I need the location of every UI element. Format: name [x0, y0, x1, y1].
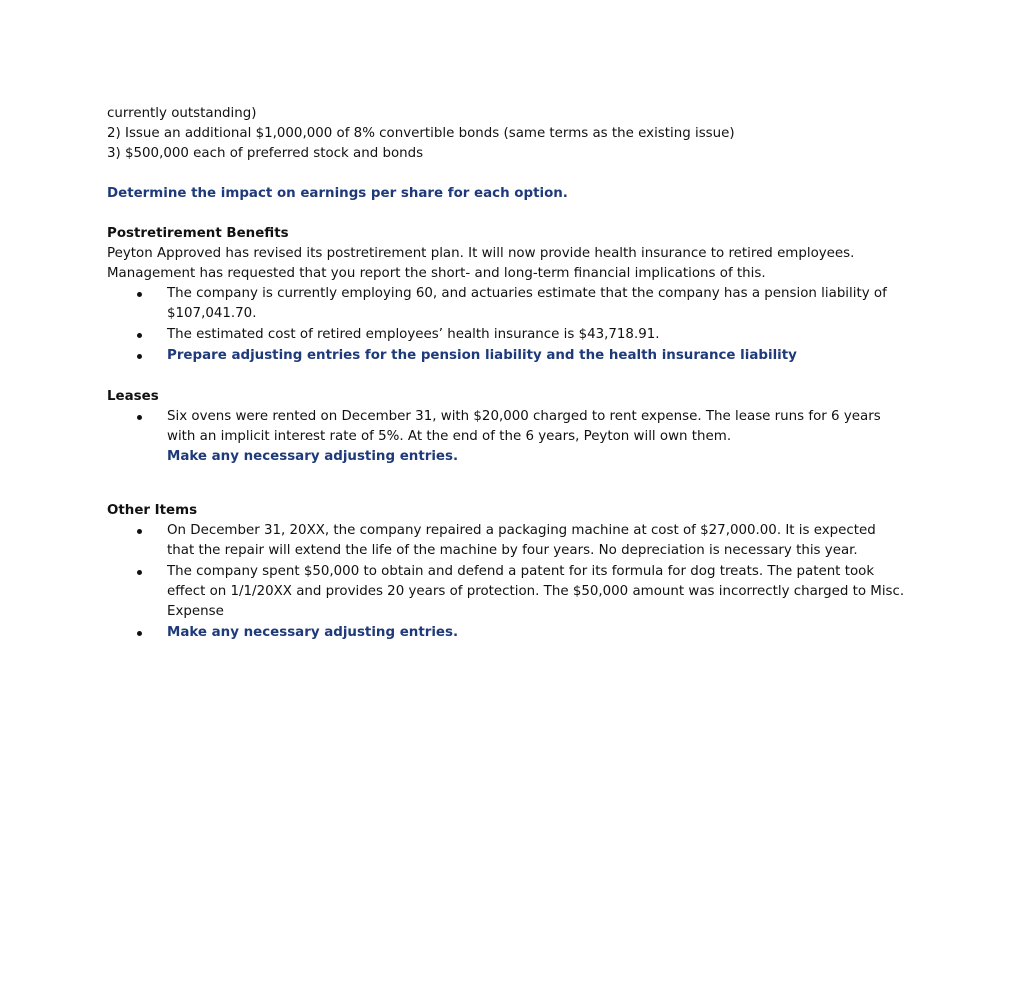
- postretirement-bullets: [107, 284, 907, 366]
- postretirement-heading: Postretirement Benefits: [107, 226, 289, 241]
- bullet-icon: [137, 529, 142, 534]
- bullet-icon: [137, 570, 142, 575]
- option-line-continued: currently outstanding): [107, 106, 257, 121]
- other-items-bullets: [107, 521, 907, 643]
- option-3: 3) $500,000 each of preferred stock and bonds: [107, 146, 424, 161]
- eps-instruction: Determine the impact on earnings per share for each option.: [107, 186, 568, 201]
- bullet-icon: [137, 354, 142, 359]
- bullet-icon: [137, 631, 142, 636]
- list-item: [107, 325, 907, 345]
- list-item: [107, 346, 907, 366]
- other-items-heading: Other Items: [107, 503, 198, 518]
- bullet-icon: [137, 292, 142, 297]
- document-page: [107, 104, 907, 644]
- bullet-text: The estimated cost of retired employees’ health insurance is $43,718.91.: [167, 327, 660, 342]
- leases-bullets: [107, 407, 907, 467]
- leases-instruction: Make any necessary adjusting entries.: [167, 449, 459, 464]
- postretirement-instruction: Prepare adjusting entries for the pension liability and the health insurance liability: [167, 348, 797, 363]
- list-item: [107, 284, 907, 324]
- leases-heading: Leases: [107, 389, 159, 404]
- list-item: [107, 562, 907, 622]
- other-items-section: [107, 501, 907, 643]
- bullet-icon: [137, 415, 142, 420]
- option-2: 2) Issue an additional $1,000,000 of 8% convertible bonds (same terms as the existing issue): [107, 126, 735, 141]
- bullet-text: The company is currently employing 60, and actuaries estimate that the company has a pension liability of $107,041.70.: [167, 286, 887, 321]
- list-item: [107, 407, 907, 467]
- postretirement-section: [107, 224, 907, 366]
- leases-section: [107, 387, 907, 467]
- other-items-instruction: Make any necessary adjusting entries.: [167, 625, 459, 640]
- bullet-icon: [137, 333, 142, 338]
- list-item: [107, 521, 907, 561]
- bullet-text: The company spent $50,000 to obtain and defend a patent for its formula for dog treats. The patent took effect on 1/1/20XX and provides 20 years of protection. The $50,000 amount was incorrectly charged to Misc. Expense: [167, 564, 905, 619]
- list-item: [107, 623, 907, 643]
- postretirement-intro: Peyton Approved has revised its postretirement plan. It will now provide health insurance to retired employees. Management has requested that you report the short- and long-term financial implications of this.: [107, 246, 855, 281]
- bullet-text: On December 31, 20XX, the company repaired a packaging machine at cost of $27,000.00. It is expected that the repair will extend the life of the machine by four years. No depreciation is necessary this year.: [167, 523, 876, 558]
- bullet-text: Six ovens were rented on December 31, with $20,000 charged to rent expense. The lease runs for 6 years with an implicit interest rate of 5%. At the end of the 6 years, Peyton will own them.: [167, 409, 881, 444]
